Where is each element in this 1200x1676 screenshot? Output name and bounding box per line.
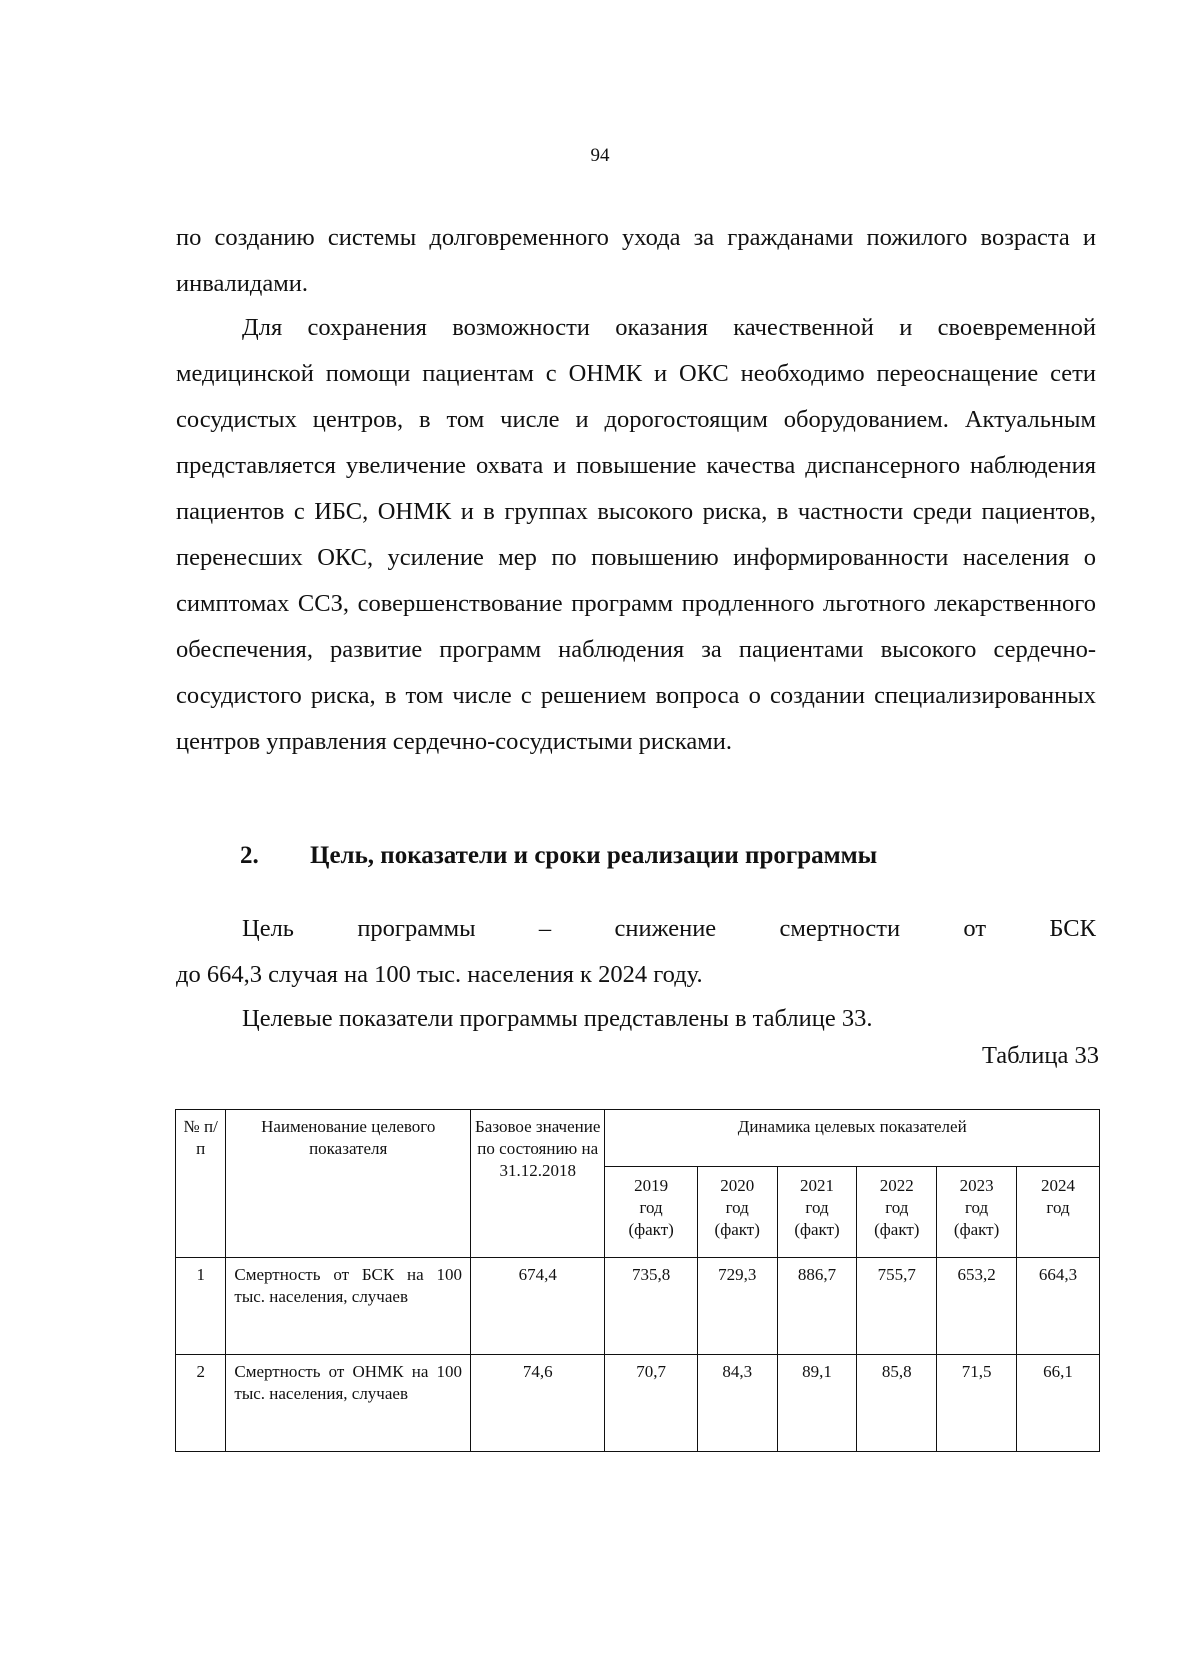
header-base: Базовое значение по состоянию на 31.12.2018	[471, 1110, 605, 1258]
row-value-2019: 735,8	[605, 1258, 697, 1355]
row-value-2019: 70,7	[605, 1355, 697, 1452]
row-value-2023: 71,5	[937, 1355, 1017, 1452]
targets-paragraph	[176, 996, 1096, 1042]
page-number: 94	[590, 145, 610, 166]
targets-sentence: Целевые показатели программы представлены в таблице 33.	[242, 1005, 873, 1032]
row-value-2021: 89,1	[777, 1355, 857, 1452]
paragraph-2: Для сохранения возможности оказания качественной и своевременной медицинской помощи пациентам с ОНМК и ОКС необходимо переоснащение сети сосудистых центров, в том числе и дорогостоящим оборудованием. Актуальным представляется увеличение охвата и повышение качества диспансерного наблюдения пациентов с ИБС, ОНМК и в группах высокого риска, в частности среди пациентов, перенесших ОКС, усиление мер по повышению информированности населения о симптомах ССЗ, совершенствование программ продленного льготного лекарственного обеспечения, развитие программ наблюдения за пациентами высокого сердечно-сосудистого риска, в том числе с решением вопроса о создании специализированных центров управления сердечно-сосудистыми рисками.	[176, 314, 1096, 755]
table-row	[176, 1258, 1100, 1355]
row-value-2024: 66,1	[1017, 1355, 1100, 1452]
section-number: 2.	[240, 842, 259, 869]
header-number: № п/п	[176, 1110, 226, 1258]
header-year-2020: 2020 год (факт)	[697, 1167, 777, 1258]
header-dynamics: Динамика целевых показателей	[605, 1110, 1100, 1167]
goal-paragraph	[176, 906, 1096, 998]
header-year-2023: 2023 год (факт)	[937, 1167, 1017, 1258]
row-value-2020: 84,3	[697, 1355, 777, 1452]
row-value-2023: 653,2	[937, 1258, 1017, 1355]
header-year-2019: 2019 год (факт)	[605, 1167, 697, 1258]
targets-table	[175, 1109, 1100, 1452]
table-row	[176, 1355, 1100, 1452]
row-base-value: 74,6	[471, 1355, 605, 1452]
header-year-2021: 2021 год (факт)	[777, 1167, 857, 1258]
header-year-2024: 2024 год	[1017, 1167, 1100, 1258]
row-value-2020: 729,3	[697, 1258, 777, 1355]
row-number: 2	[176, 1355, 226, 1452]
row-base-value: 674,4	[471, 1258, 605, 1355]
intro-paragraph-block	[176, 215, 1096, 307]
row-indicator-name: Смертность от БСК на 100 тыс. населения, случаев	[226, 1258, 471, 1355]
header-name: Наименование целевого показателя	[226, 1110, 471, 1258]
header-year-2022: 2022 год (факт)	[857, 1167, 937, 1258]
section-title: Цель, показатели и сроки реализации программы	[310, 842, 878, 869]
goal-line-2: до 664,3 случая на 100 тыс. населения к 2024 году.	[176, 961, 703, 988]
section-heading	[240, 842, 877, 870]
row-value-2022: 85,8	[857, 1355, 937, 1452]
row-value-2022: 755,7	[857, 1258, 937, 1355]
row-number: 1	[176, 1258, 226, 1355]
row-indicator-name: Смертность от ОНМК на 100 тыс. населения, случаев	[226, 1355, 471, 1452]
row-value-2021: 886,7	[777, 1258, 857, 1355]
row-value-2024: 664,3	[1017, 1258, 1100, 1355]
paragraph-2-block	[176, 305, 1096, 765]
intro-paragraph: по созданию системы долговременного ухода за гражданами пожилого возраста и инвалидами.	[176, 224, 1096, 297]
table-caption: Таблица 33	[981, 1042, 1099, 1069]
goal-line-1: Цель программы – снижение смертности от БСК	[242, 915, 1096, 942]
table-header-row	[176, 1110, 1100, 1167]
